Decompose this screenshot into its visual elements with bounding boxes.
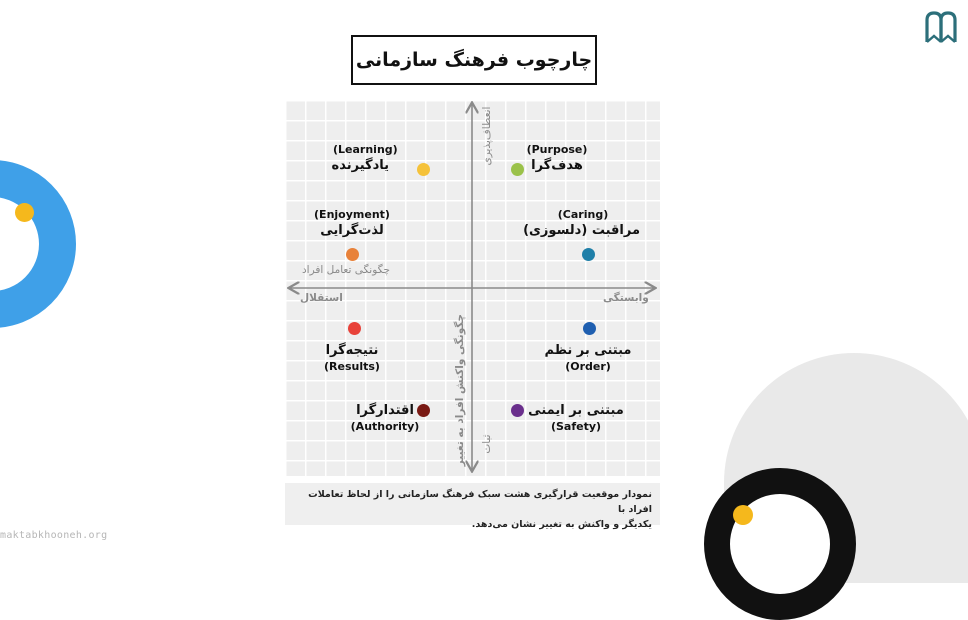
x-axis-title: چگونگی تعامل افراد [302,264,390,276]
y-axis-bottom-label: ثبات [481,434,493,454]
style-safety-label: مبتنی بر ایمنی (Safety) [528,403,624,433]
style-caring-label: (Caring) مراقبت (دلسوزی) [523,208,640,238]
style-learning-marker [417,163,430,176]
style-authority-label: اقتدارگرا (Authority) [350,403,420,433]
footer-url: maktabkhooneh.org [0,530,108,541]
style-results-label: نتیجه‌گرا (Results) [324,343,380,373]
y-axis-top-label: انعطاف‌پذیری [481,106,493,166]
style-authority-marker [417,404,430,417]
x-axis-left-label: استقلال [300,292,343,304]
style-results-marker [348,322,361,335]
style-purpose-marker [511,163,524,176]
slide-title: چارچوب فرهنگ سازمانی [351,35,597,85]
style-order-marker [583,322,596,335]
caption-line-2: یکدیگر و واکنش به تغییر نشان می‌دهد. [471,519,652,530]
diagram-caption [285,483,660,530]
style-purpose-label: (Purpose) هدف‌گرا [526,143,588,173]
style-caring-marker [582,248,595,261]
style-enjoyment-marker [346,248,359,261]
y-axis-title: چگونگی واکنش افراد به تغییر [454,314,466,467]
style-safety-marker [511,404,524,417]
style-enjoyment-label: (Enjoyment) لذت‌گرایی [314,208,390,238]
x-axis-right-label: وابستگی [603,292,649,304]
style-order-label: مبتنی بر نظم (Order) [544,343,632,373]
style-learning-label: (Learning) یادگیرنده [331,143,398,173]
caption-line-1: نمودار موقعیت قرارگیری هشت سبک فرهنگ سازمانی را از لحاظ تعاملات افراد با [308,489,652,515]
